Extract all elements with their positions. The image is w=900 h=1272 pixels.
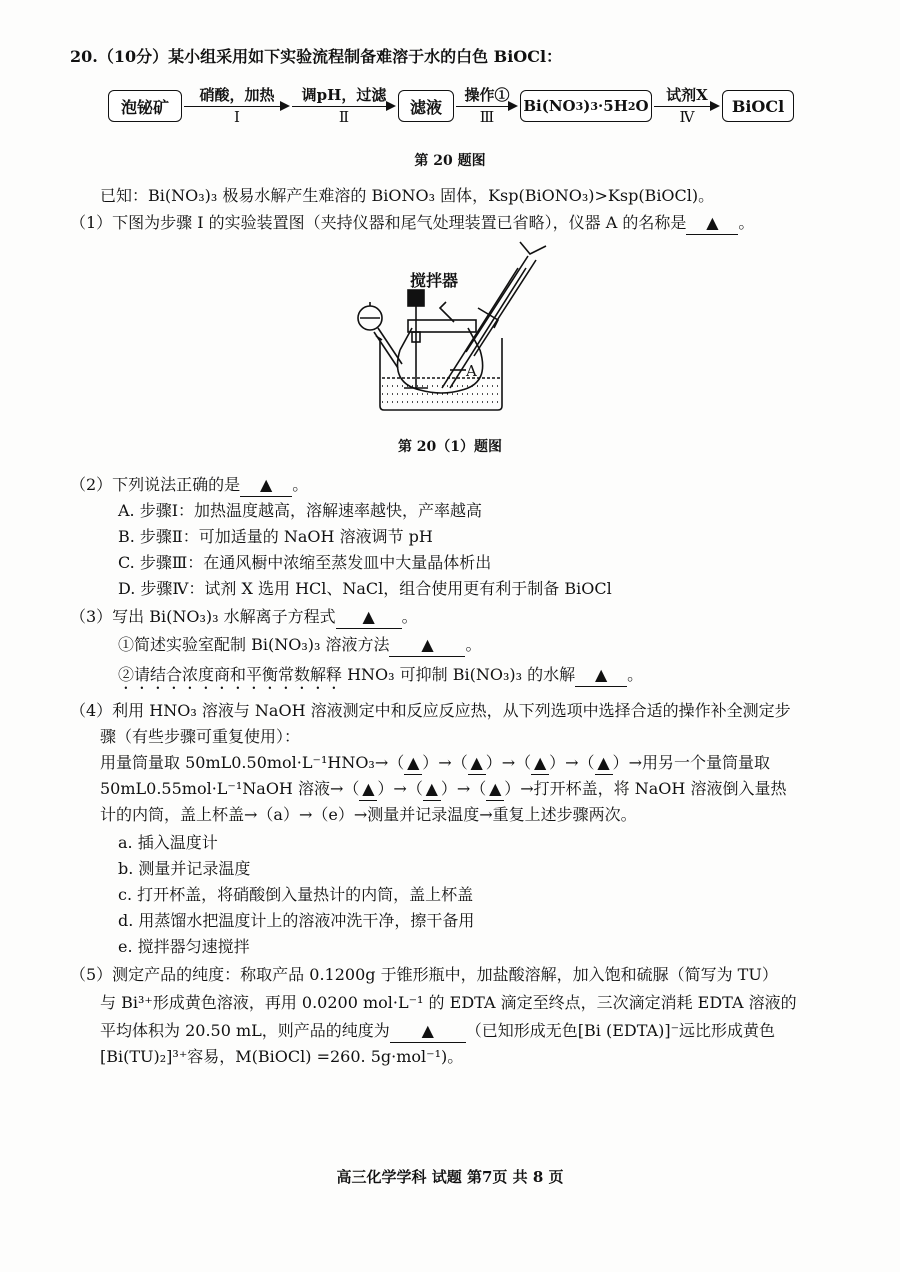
apparatus-drawing — [350, 238, 570, 428]
page-footer: 高三化学学科 试题 第7页 共 8 页 — [336, 1168, 564, 1186]
stirrer-label: 搅拌器 — [410, 271, 459, 290]
answer-blank: ▲ — [575, 664, 627, 687]
option-d: D. 步骤Ⅳ：试剂 X 选用 HCl、NaCl，组合使用更有利于制备 BiOCl — [118, 579, 612, 598]
answer-blank: ▲ — [240, 474, 292, 497]
option-c: C. 步骤Ⅲ：在通风橱中浓缩至蒸发皿中大量晶体析出 — [118, 553, 492, 572]
figure-caption-20: 第 20 题图 — [414, 153, 486, 169]
apparatus-figure — [350, 238, 570, 428]
question-3-2: ②请结合浓度商和平衡常数解释 HNO₃ 可抑制 Bi(NO₃)₃ 的水解 ▲ 。 — [118, 664, 643, 693]
question-2: （2）下列说法正确的是 ▲ 。 — [70, 474, 308, 497]
answer-blank: ▲ — [336, 606, 402, 629]
option-step-a: a. 插入温度计 — [118, 833, 218, 852]
flow-box-biocl: BiOCl — [722, 90, 794, 122]
flow-box-bi-nitrate: Bi(NO 3 ) 3 ·5H 2 O — [520, 90, 652, 122]
question-4-line-2: 骤（有些步骤可重复使用）： — [100, 727, 301, 746]
option-step-d: d. 用蒸馏水把温度计上的溶液冲洗干净，擦干备用 — [118, 911, 475, 930]
question-5-line-2: 与 Bi³⁺形成黄色溶液，再用 0.0200 mol·L⁻¹ 的 EDTA 滴定至终点，三次滴定消耗 EDTA 溶液的 — [100, 993, 797, 1012]
figure-caption-20-1: 第 20（1）题图 — [397, 439, 503, 455]
flow-box-ore: 泡铋矿 — [108, 90, 182, 122]
answer-blank: ▲ — [389, 634, 465, 657]
option-a: A. 步骤Ⅰ：加热温度越高，溶解速率越快，产率越高 — [118, 501, 483, 520]
question-4-line-3: 用量筒量取 50mL0.50mol·L⁻¹HNO₃→（ ▲ ）→（ ▲ ）→（ ▲ ）→（ ▲ ）→用另一个量筒量取 — [100, 752, 770, 775]
known-info: 已知：Bi(NO₃)₃ 极易水解产生难溶的 BiONO₃ 固体，Ksp(BiONO₃)>Ksp(BiOCl)。 — [100, 186, 715, 205]
question-5-line-1: （5）测定产品的纯度：称取产品 0.1200g 于锥形瓶中，加盐酸溶解，加入饱和硫脲（简写为 TU） — [70, 965, 778, 984]
question-20-header: 20.（10分）某小组采用如下实验流程制备难溶于水的白色 BiOCl： — [70, 47, 563, 66]
question-1: （1）下图为步骤 I 的实验装置图（夹持仪器和尾气处理装置已省略），仪器 A 的名称是 ▲ 。 — [70, 212, 754, 235]
answer-blank: ▲ — [686, 212, 738, 235]
question-4-line-5: 计的内筒，盖上杯盖→（a）→（e）→测量并记录温度→重复上述步骤两次。 — [100, 805, 637, 824]
flow-arrow-4: 试剂X Ⅳ — [654, 90, 720, 130]
question-4-line-1: （4）利用 HNO₃ 溶液与 NaOH 溶液测定中和反应反应热，从下列选项中选择合适的操作补全测定步 — [70, 701, 791, 720]
question-3-1: ①简述实验室配制 Bi(NO₃)₃ 溶液方法 ▲ 。 — [118, 634, 482, 657]
question-3: （3）写出 Bi(NO₃)₃ 水解离子方程式 ▲ 。 — [70, 606, 418, 629]
apparatus-a-label: A — [466, 362, 477, 380]
flow-box-filtrate: 滤液 — [398, 90, 454, 122]
question-5-line-3: 平均体积为 20.50 mL，则产品的纯度为 ▲ （已知形成无色[Bi (EDTA)]⁻远比形成黄色 — [100, 1020, 775, 1043]
option-step-b: b. 测量并记录温度 — [118, 859, 251, 878]
question-4-line-4: 50mL0.55mol·L⁻¹NaOH 溶液→（ ▲ ）→（ ▲ ）→（ ▲ ）→打开杯盖，将 NaOH 溶液倒入量热 — [100, 778, 786, 801]
option-b: B. 步骤Ⅱ：可加适量的 NaOH 溶液调节 pH — [118, 527, 433, 546]
flow-arrow-1: 硝酸，加热 Ⅰ — [184, 90, 290, 130]
option-step-e: e. 搅拌器匀速搅拌 — [118, 937, 250, 956]
answer-blank: ▲ — [390, 1020, 466, 1043]
flow-arrow-3: 操作① Ⅲ — [456, 90, 518, 130]
question-5-line-4: [Bi(TU)₂]³⁺容易，M(BiOCl) =260. 5g·mol⁻¹)。 — [100, 1047, 464, 1066]
option-step-c: c. 打开杯盖，将硝酸倒入量热计的内筒，盖上杯盖 — [118, 885, 474, 904]
flow-arrow-2: 调pH，过滤 Ⅱ — [292, 90, 396, 130]
